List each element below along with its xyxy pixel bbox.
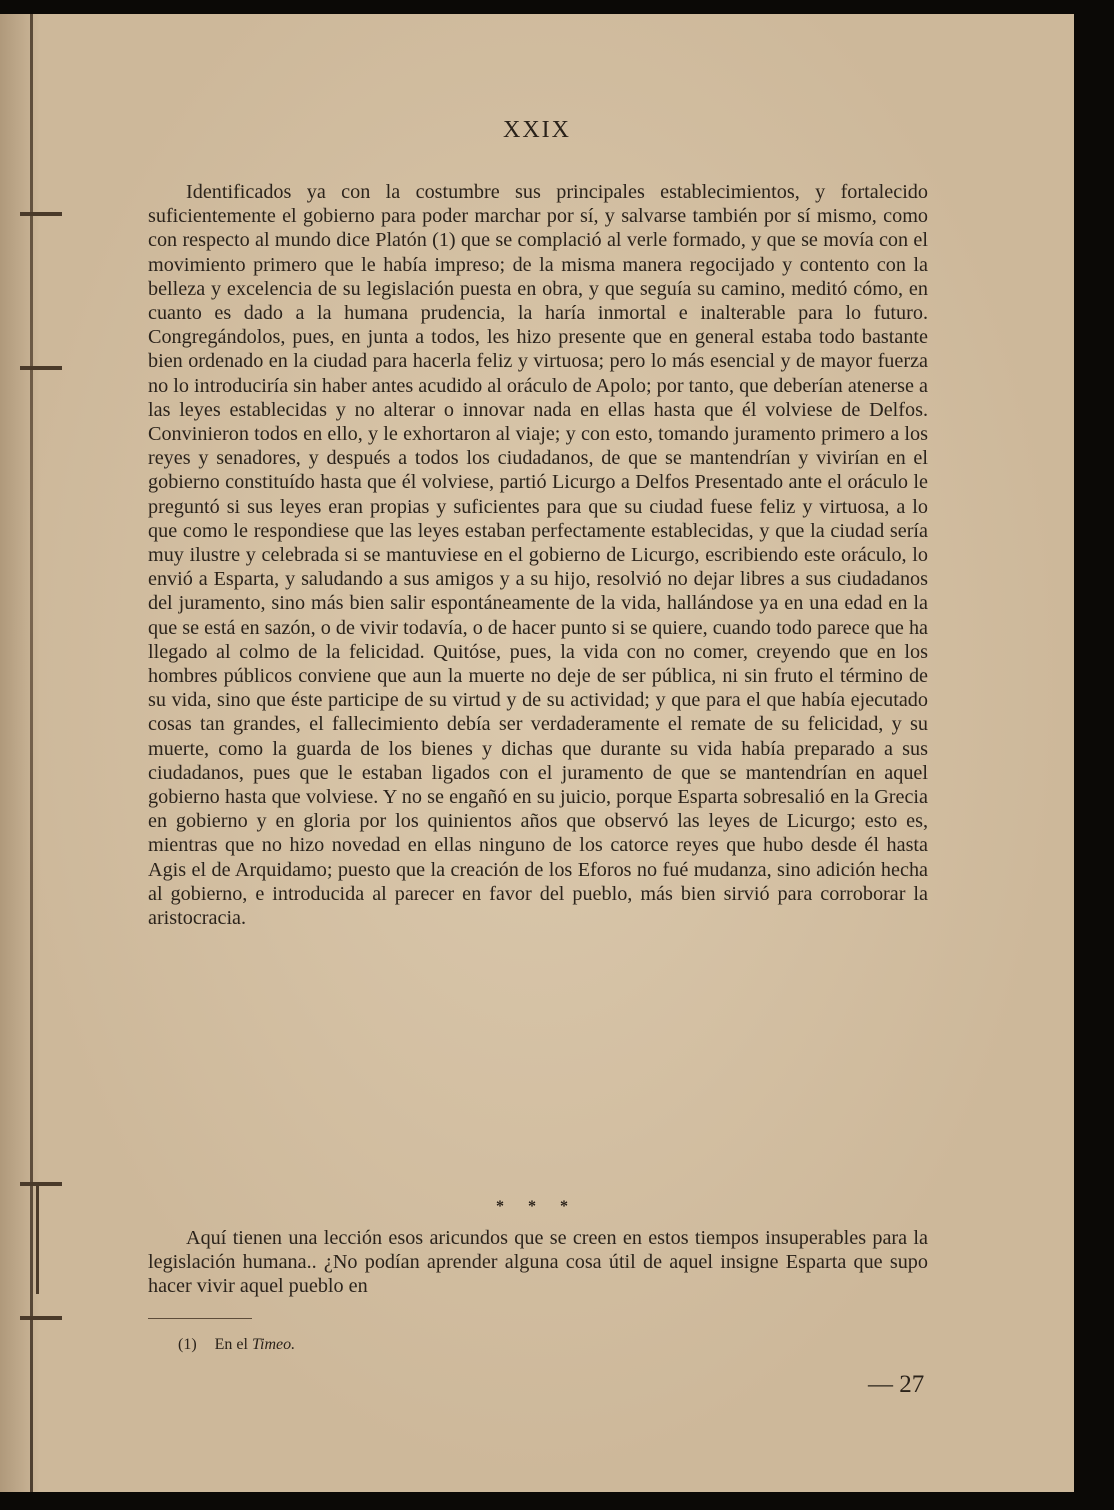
- main-text: [148, 180, 928, 930]
- footnote-mark: (1): [178, 1336, 197, 1353]
- book-page: [0, 14, 1074, 1492]
- footnote-prefix: En el: [214, 1336, 248, 1353]
- staple-mark: [20, 366, 62, 370]
- footnote-rule: [148, 1318, 252, 1319]
- footnote: [178, 1336, 295, 1354]
- section-separator: * * *: [496, 1198, 578, 1215]
- continuation-text: [148, 1226, 928, 1299]
- page-number: — 27: [868, 1371, 925, 1398]
- page-spine: [30, 14, 33, 1492]
- paragraph: Identificados ya con la costumbre sus principales establecimientos, y fortalecido suficientemente el gobierno para poder marchar por sí, y salvarse también por sí mismo, como con respecto al mundo dice Platón (1) que se complació al verle formado, y que se movía con el movimiento primero que le había impreso; de la misma manera regocijado y contento con la belleza y excelencia de su legislación puesta en obra, y que seguía su camino, meditó cómo, en cuanto es dado a la humana prudencia, la haría inmortal e inalterable para lo futuro. Congregándolos, pues, en junta a todos, les hizo presente que en general estaba todo bastante bien ordenado en la ciudad para hacerla feliz y virtuosa; pero lo más esencial y de mayor fuerza no lo introduciría sin haber antes acudido al oráculo de Apolo; por tanto, que deberían atenerse a las leyes establecidas y no alterar o innovar nada en ellas hasta que él volviese de Delfos. Convinieron todos en ello, y le exhortaron al viaje; y con esto, tomando juramento primero a los reyes y senadores, y después a todos los ciudadanos, de que se mantendrían y vivirían en el gobierno constituído hasta que él volviese, partió Licurgo a Delfos Presentado ante el oráculo le preguntó si sus leyes eran propias y suficientes para que su ciudad fuese feliz y virtuosa, a lo que como le respondiese que las leyes estaban perfectamente establecidas, y que la ciudad sería muy ilustre y celebrada si se mantuviese en el gobierno de Licurgo, escribiendo este oráculo, lo envió a Esparta, y saludando a sus amigos y a su hijo, resolvió no dejar libres a sus ciudadanos del juramento, sino más bien salir espontáneamente de la vida, hallándose ya en una edad en la que se está en sazón, o de vivir todavía, o de hacer punto si se quiere, cuando todo parece que ha llegado al colmo de la felicidad. Quitóse, pues, la vida con no comer, creyendo que en los hombres públicos conviene que aun la muerte no deje de ser pública, ni sin fruto el término de su vida, sino que éste participe de su virtud y de su actividad; y que para el que había ejecutado cosas tan grandes, el fallecimiento debía ser verdaderamente el remate de su felicidad, y su muerte, como la guarda de los bienes y dichas que durante su vida había preparado a sus ciudadanos, pues que le estaban ligados con el juramento de que se mantendrían en aquel gobierno hasta que volviese. Y no se engañó en su juicio, porque Esparta sobresalió en la Grecia en gobierno y en gloria por los quinientos años que observó las leyes de Licurgo; esto es, mientras que no hizo novedad en ellas ninguno de los catorce reyes que hubo desde él hasta Agis el de Arquidamo; puesto que la creación de los Eforos no fué mudanza, sino adición hecha al gobierno, e introducida al parecer en favor del pueblo, más bien sirvió para corroborar la aristocracia.: [148, 181, 928, 930]
- chapter-heading: XXIX: [503, 117, 571, 143]
- footnote-title: Timeo.: [251, 1336, 296, 1353]
- staple-mark: [20, 1182, 62, 1186]
- staple-mark: [20, 212, 62, 216]
- staple-mark: [20, 1316, 62, 1320]
- paragraph: Aquí tienen una lección esos aricundos que se creen en estos tiempos insuperables para la legislación humana.. ¿No podían aprender alguna cosa útil de aquel insigne Esparta que supo hacer vivir aquel pueblo en: [148, 1227, 928, 1298]
